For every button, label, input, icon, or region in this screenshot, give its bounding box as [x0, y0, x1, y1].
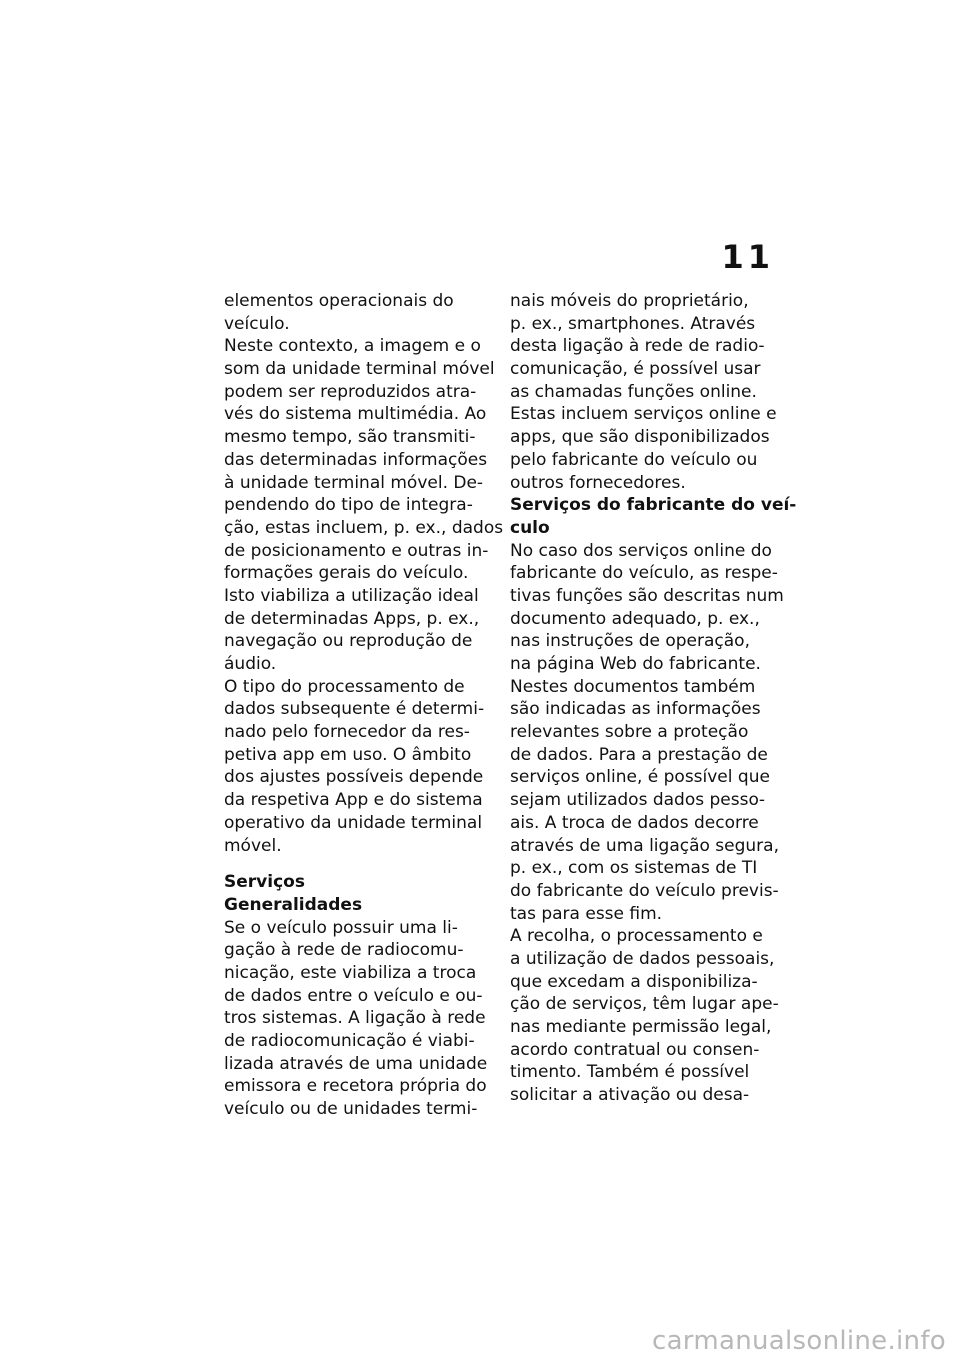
- text-line: apps, que são disponibilizados: [510, 427, 770, 448]
- text-line: veículo ou de unidades termi‐: [224, 1099, 478, 1120]
- text-line: veículo.: [224, 313, 290, 334]
- text-line: Neste contexto, a imagem e o: [224, 336, 481, 357]
- text-line: de dados. Para a prestação de: [510, 744, 768, 765]
- text-line: serviços online, é possível que: [510, 767, 770, 788]
- watermark: carmanualsonline.info: [651, 1326, 946, 1356]
- text-line: timento. Também é possível: [510, 1062, 750, 1083]
- text-line: elementos operacionais do: [224, 291, 454, 311]
- text-line: tros sistemas. A ligação à rede: [224, 1008, 486, 1029]
- text-line: as chamadas funções online.: [510, 381, 757, 402]
- text-line: de dados entre o veículo e ou‐: [224, 985, 483, 1006]
- text-line: O tipo do processamento de: [224, 676, 465, 697]
- text-line: comunicação, é possível usar: [510, 359, 761, 380]
- text-line: sejam utilizados dados pesso‐: [510, 790, 765, 811]
- text-line: áudio.: [224, 654, 277, 674]
- text-line: de radiocomunicação é viabi‐: [224, 1031, 475, 1051]
- text-line: de determinadas Apps, p. ex.,: [224, 608, 480, 629]
- text-line: a utilização de dados pessoais,: [510, 948, 775, 969]
- text-line: ais. A troca de dados decorre: [510, 812, 759, 833]
- text-line: nais móveis do proprietário,: [510, 291, 749, 311]
- text-line: da respetiva App e do sistema: [224, 790, 483, 811]
- text-line: desta ligação à rede de radio‐: [510, 336, 765, 357]
- text-line: emissora e recetora própria do: [224, 1076, 487, 1097]
- text-line: tas para esse fim.: [510, 903, 663, 924]
- text-line: lizada através de uma unidade: [224, 1053, 488, 1074]
- text-line: outros fornecedores.: [510, 472, 686, 493]
- text-line: podem ser reproduzidos atra‐: [224, 381, 477, 402]
- text-line: operativo da unidade terminal: [224, 812, 483, 833]
- text-line: do fabricante do veículo previs‐: [510, 880, 779, 901]
- page-number: 11: [721, 238, 774, 276]
- heading-manufacturer-services-1: Serviços do fabricante do veí‐: [510, 495, 797, 516]
- left-body-text: [224, 290, 504, 857]
- heading-services: Serviços: [224, 872, 305, 893]
- text-line: p. ex., com os sistemas de TI: [510, 858, 758, 879]
- text-line: Nestes documentos também: [510, 676, 756, 697]
- right-body-text: [510, 290, 780, 494]
- text-line: tivas funções são descritas num: [510, 585, 784, 606]
- text-line: mesmo tempo, são transmiti‐: [224, 427, 476, 448]
- text-line: solicitar a ativação ou desa‐: [510, 1085, 750, 1106]
- text-line: Isto viabiliza a utilização ideal: [224, 585, 479, 606]
- text-line: Se o veículo possuir uma li‐: [224, 917, 458, 938]
- text-line: petiva app em uso. O âmbito: [224, 744, 472, 765]
- text-line: gação à rede de radiocomu‐: [224, 940, 464, 961]
- text-line: nas instruções de operação,: [510, 631, 750, 652]
- text-line: p. ex., smartphones. Através: [510, 313, 756, 334]
- text-line: são indicadas as informações: [510, 699, 761, 720]
- text-line: formações gerais do veículo.: [224, 563, 469, 584]
- text-line: som da unidade terminal móvel: [224, 359, 495, 380]
- text-line: na página Web do fabricante.: [510, 654, 761, 674]
- text-line: documento adequado, p. ex.,: [510, 608, 760, 629]
- text-line: ção, estas incluem, p. ex., dados: [224, 517, 504, 538]
- text-line: nas mediante permissão legal,: [510, 1017, 772, 1037]
- text-line: que excedam a disponibiliza‐: [510, 971, 758, 992]
- paragraph-gap: [224, 857, 494, 871]
- text-line: móvel.: [224, 835, 282, 856]
- heading-general: Generalidades: [224, 894, 363, 915]
- text-line: de posicionamento e outras in‐: [224, 540, 489, 561]
- text-line: dados subsequente é determi‐: [224, 699, 485, 720]
- text-line: pendendo do tipo de integra‐: [224, 495, 473, 516]
- text-line: relevantes sobre a proteção: [510, 722, 749, 743]
- text-line: pelo fabricante do veículo ou: [510, 449, 758, 470]
- right-column: [510, 290, 797, 1107]
- text-line: navegação ou reprodução de: [224, 631, 473, 652]
- left-column: [224, 290, 504, 1121]
- text-line: Estas incluem serviços online e: [510, 404, 777, 425]
- text-line: através de uma ligação segura,: [510, 835, 779, 856]
- text-line: acordo contratual ou consen‐: [510, 1039, 760, 1060]
- text-line: vés do sistema multimédia. Ao: [224, 404, 487, 425]
- text-line: nicação, este viabiliza a troca: [224, 962, 477, 983]
- text-line: ção de serviços, têm lugar ape‐: [510, 994, 779, 1015]
- text-line: dos ajustes possíveis depende: [224, 767, 484, 788]
- heading-manufacturer-services-2: culo: [510, 517, 550, 538]
- left-body-text-after: [224, 917, 494, 1121]
- right-body-text-after: [510, 540, 784, 1107]
- text-line: nado pelo fornecedor da res‐: [224, 722, 470, 743]
- text-line: das determinadas informações: [224, 449, 488, 470]
- text-line: A recolha, o processamento e: [510, 926, 763, 947]
- text-line: à unidade terminal móvel. De‐: [224, 472, 484, 493]
- text-line: fabricante do veículo, as respe‐: [510, 563, 778, 584]
- text-line: No caso dos serviços online do: [510, 540, 772, 561]
